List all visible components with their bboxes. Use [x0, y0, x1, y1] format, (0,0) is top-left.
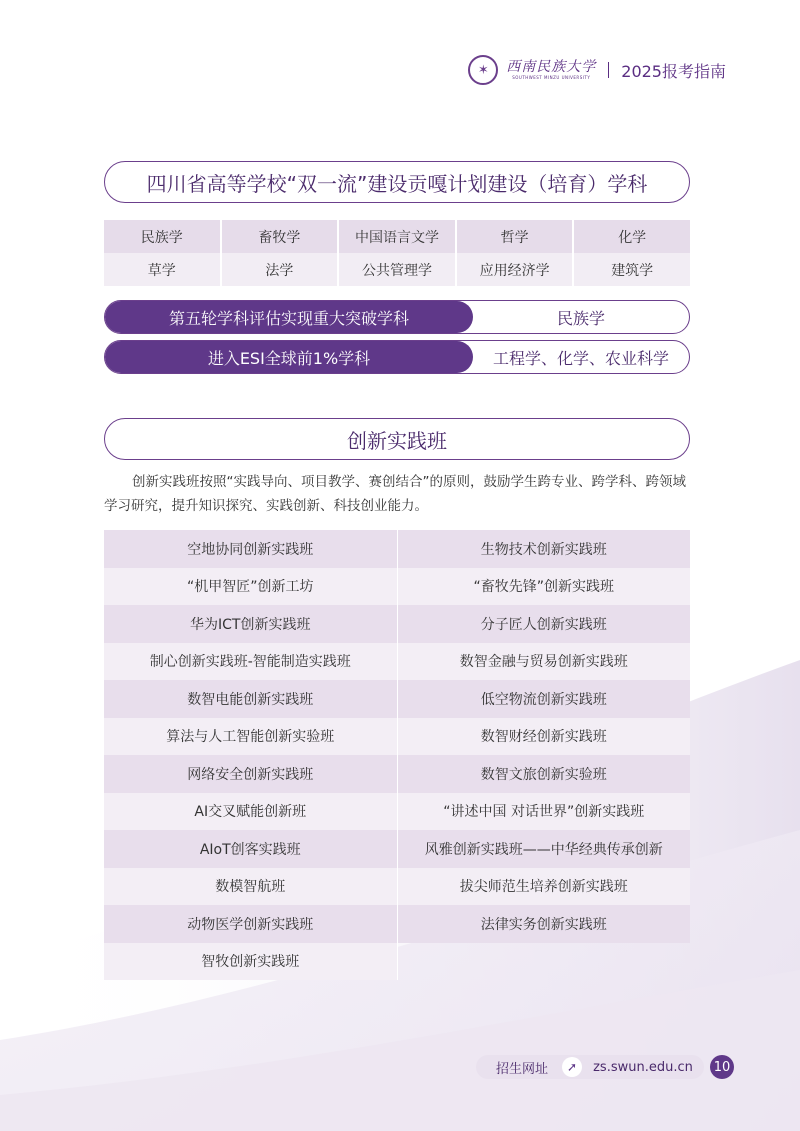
highlight-label: 第五轮学科评估实现重大突破学科 [105, 301, 473, 333]
table-row [104, 755, 690, 793]
website-pill[interactable] [476, 1055, 704, 1079]
class-name: 智牧创新实践班 [104, 943, 398, 981]
highlight-evaluation [104, 300, 690, 334]
class-name: AI交叉赋能创新班 [104, 793, 398, 831]
table-row [104, 718, 690, 756]
class-name: 数智文旅创新实验班 [398, 755, 691, 793]
innovation-class-table [104, 530, 690, 980]
class-name: 数智电能创新实践班 [104, 680, 398, 718]
discipline-cell: 公共管理学 [339, 253, 455, 286]
discipline-cell: 草学 [104, 253, 220, 286]
class-name: 风雅创新实践班——中华经典传承创新 [398, 830, 691, 868]
class-name: 拔尖师范生培养创新实践班 [398, 868, 691, 906]
discipline-grid [104, 220, 690, 286]
empty-cell [398, 943, 691, 981]
discipline-cell: 中国语言文学 [339, 220, 455, 253]
table-row [104, 905, 690, 943]
logo-english: SOUTHWEST MINZU UNIVERSITY [512, 75, 591, 80]
header-divider [608, 62, 609, 78]
table-row [104, 605, 690, 643]
class-name: 分子匠人创新实践班 [398, 605, 691, 643]
class-name: 华为ICT创新实践班 [104, 605, 398, 643]
table-row [104, 793, 690, 831]
website-url[interactable]: zs.swun.edu.cn [593, 1059, 693, 1075]
discipline-cell: 应用经济学 [457, 253, 573, 286]
table-row [104, 530, 690, 568]
table-row [104, 568, 690, 606]
section-title-innovation [104, 418, 690, 460]
discipline-cell: 法学 [222, 253, 338, 286]
class-name: 低空物流创新实践班 [398, 680, 691, 718]
class-name: 算法与人工智能创新实验班 [104, 718, 398, 756]
table-row [104, 943, 690, 981]
class-name: “机甲智匠”创新工坊 [104, 568, 398, 606]
website-label: 招生网址 [495, 1061, 548, 1077]
discipline-cell: 哲学 [457, 220, 573, 253]
intro-paragraph: 创新实践班按照“实践导向、项目教学、赛创结合”的原则，鼓励学生跨专业、跨学科、跨领域学习研究，提升知识探究、实践创新、科技创业能力。 [104, 474, 686, 514]
highlight-value: 工程学、化学、农业科学 [492, 348, 669, 368]
discipline-cell: 建筑学 [574, 253, 690, 286]
class-name: “讲述中国 对话世界”创新实践班 [398, 793, 691, 831]
table-row [104, 830, 690, 868]
class-name: 数智财经创新实践班 [398, 718, 691, 756]
page-header [468, 55, 726, 85]
class-name: 网络安全创新实践班 [104, 755, 398, 793]
class-name: 制心创新实践班-智能制造实践班 [104, 643, 398, 681]
class-name: AIoT创客实践班 [104, 830, 398, 868]
section-title-text: 四川省高等学校“双一流”建设贡嘎计划建设（培育）学科 [146, 171, 648, 196]
page-number: 10 [710, 1055, 734, 1079]
university-logo [506, 60, 596, 80]
table-row [104, 680, 690, 718]
section-title-gongga [104, 161, 690, 203]
discipline-cell: 畜牧学 [222, 220, 338, 253]
header-title: 2025报考指南 [621, 61, 726, 81]
class-name: 数智金融与贸易创新实践班 [398, 643, 691, 681]
page-footer [476, 1055, 734, 1079]
discipline-cell: 化学 [574, 220, 690, 253]
logo-chinese: 西南民族大学 [506, 59, 597, 75]
university-seal-icon: ✶ [468, 55, 498, 85]
class-name: 动物医学创新实践班 [104, 905, 398, 943]
discipline-cell: 民族学 [104, 220, 220, 253]
section-title-text: 创新实践班 [347, 428, 447, 453]
highlight-esi [104, 340, 690, 374]
highlight-label: 进入ESI全球前1%学科 [105, 341, 473, 373]
arrow-pointer-icon: ➚ [562, 1057, 582, 1077]
table-row [104, 643, 690, 681]
class-name: 数模智航班 [104, 868, 398, 906]
class-name: 空地协同创新实践班 [104, 530, 398, 568]
highlight-value: 民族学 [556, 308, 605, 328]
class-name: 生物技术创新实践班 [398, 530, 691, 568]
table-row [104, 868, 690, 906]
class-name: “畜牧先锋”创新实践班 [398, 568, 691, 606]
class-name: 法律实务创新实践班 [398, 905, 691, 943]
